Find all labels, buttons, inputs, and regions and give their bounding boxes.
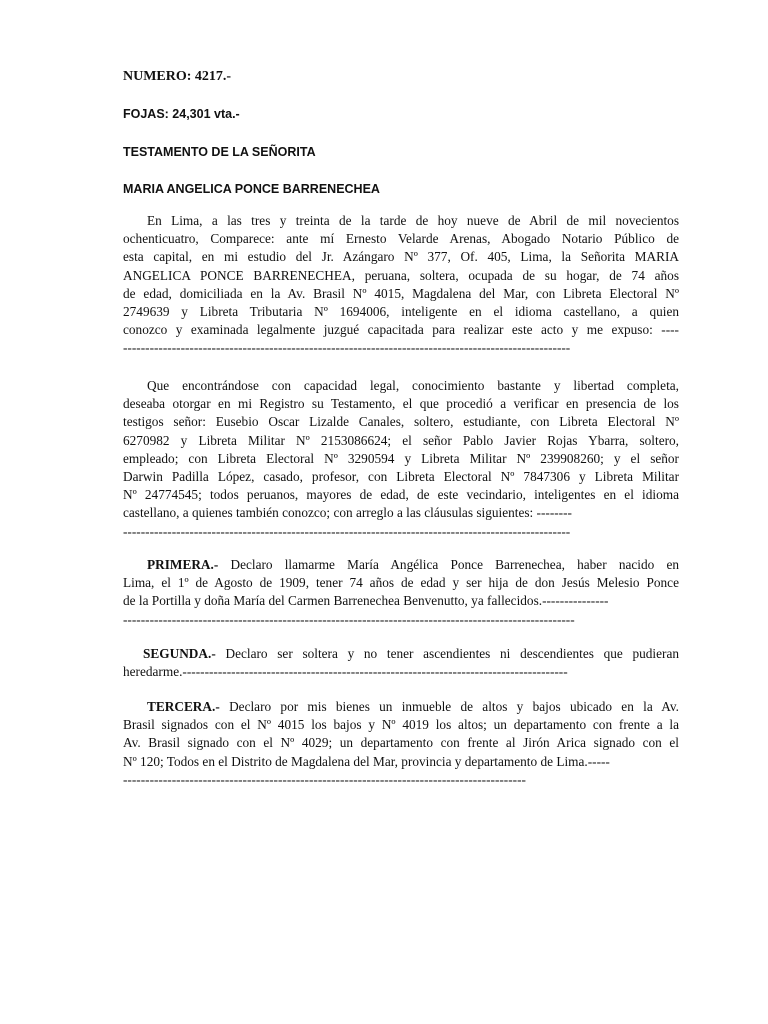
paragraph-line: Nº 120; Todos en el Distrito de Magdalena del Mar, provincia y departamento de Lima.----- (123, 753, 610, 769)
paragraph-line: En Lima, a las tres y treinta de la tarde de hoy nueve de Abril de mil novecientos (147, 213, 679, 228)
clause-segunda (123, 645, 679, 681)
paragraph-comparecencia (123, 212, 679, 358)
paragraph-line: ochenticuatro, Comparece: ante mí Ernesto Velarde Arenas, Abogado Notario Público de (123, 231, 679, 247)
dash-rule: ----------------------------------------------------------------------------------------------------- (123, 523, 571, 539)
paragraph-line: esta capital, en mi estudio del Jr. Azángaro Nº 377, Of. 405, Lima, la Señorita MARIA (123, 249, 679, 265)
clause-label: PRIMERA.- (147, 557, 219, 572)
paragraph-testigos (123, 377, 679, 541)
clause-primera (123, 556, 679, 629)
paragraph-line: Brasil signados con el Nº 4015 los bajos y Nº 4019 los altos; un departamento con frente a la (123, 717, 679, 733)
fojas-reference: FOJAS: 24,301 vta.- (123, 107, 240, 121)
dash-rule: ------------------------------------------------------------------------------------------------------ (123, 611, 575, 627)
clause-first-line: SEGUNDA.- Declaro ser soltera y no tener ascendientes ni descendientes que pudieran (143, 646, 679, 661)
paragraph-line: Nº 24774545; todos peruanos, mayores de edad, de este vecindario, inteligentes en el idioma (123, 487, 679, 503)
paragraph-line: testigos señor: Eusebio Oscar Lizalde Canales, soltero, estudiante, con Libreta Electoral Nº (123, 414, 679, 430)
dash-rule: ----------------------------------------------------------------------------------------------------- (123, 340, 571, 356)
clause-first-line: PRIMERA.- Declaro llamarme María Angélica Ponce Barrenechea, haber nacido en (147, 557, 679, 572)
paragraph-line: deseaba otorgar en mi Registro su Testamento, el que procedió a verificar en presencia de los (123, 396, 679, 412)
document-title-line-2: MARIA ANGELICA PONCE BARRENECHEA (123, 182, 380, 196)
paragraph-line: heredarme.--------------------------------------------------------------------------------------- (123, 664, 568, 680)
paragraph-line: castellano, a quienes también conozco; con arreglo a las cláusulas siguientes: -------- (123, 505, 572, 521)
paragraph-line: Lima, el 1º de Agosto de 1909, tener 74 años de edad y ser hija de don Jesús Melesio Ponce (123, 575, 679, 591)
paragraph-line: de la Portilla y doña María del Carmen Barrenechea Benvenutto, ya fallecidos.--------------- (123, 593, 609, 609)
paragraph-line: 6270982 y Libreta Militar Nº 2153086624; el señor Pablo Javier Rojas Ybarra, soltero, (123, 432, 679, 448)
paragraph-line: Que encontrándose con capacidad legal, conocimiento bastante y libertad completa, (147, 378, 679, 393)
paragraph-line: Av. Brasil signado con el Nº 4029; un departamento con frente al Jirón Arica signado con el (123, 735, 679, 751)
paragraph-line: Darwin Padilla López, casado, profesor, con Libreta Electoral Nº 7847306 y Libreta Militar (123, 468, 679, 484)
paragraph-line: 2749639 y Libreta Tributaria Nº 1694006, inteligente en el idioma castellano, a quien (123, 303, 679, 319)
paragraph-line: ANGELICA PONCE BARRENECHEA, peruana, soltera, ocupada de su hogar, de 74 años (123, 267, 679, 283)
document-title-line-1: TESTAMENTO DE LA SEÑORITA (123, 145, 316, 159)
document-number: NUMERO: 4217.- (123, 69, 232, 84)
dash-rule: ------------------------------------------------------------------------------------------- (123, 771, 526, 787)
clause-label: SEGUNDA.- (143, 646, 216, 661)
clause-first-line: TERCERA.- Declaro por mis bienes un inmueble de altos y bajos ubicado en la Av. (147, 699, 679, 714)
clause-label: TERCERA.- (147, 699, 220, 714)
paragraph-line: empleado; con Libreta Electoral Nº 3290594 y Libreta Militar Nº 239908260; y el señor (123, 450, 679, 466)
paragraph-line: conozco y examinada legalmente juzgué capacitada para realizar este acto y me expuso: ---- (123, 322, 679, 338)
clause-tercera (123, 698, 679, 789)
paragraph-line: de edad, domiciliada en la Av. Brasil Nº 4015, Magdalena del Mar, con Libreta Electoral Nº (123, 285, 679, 301)
